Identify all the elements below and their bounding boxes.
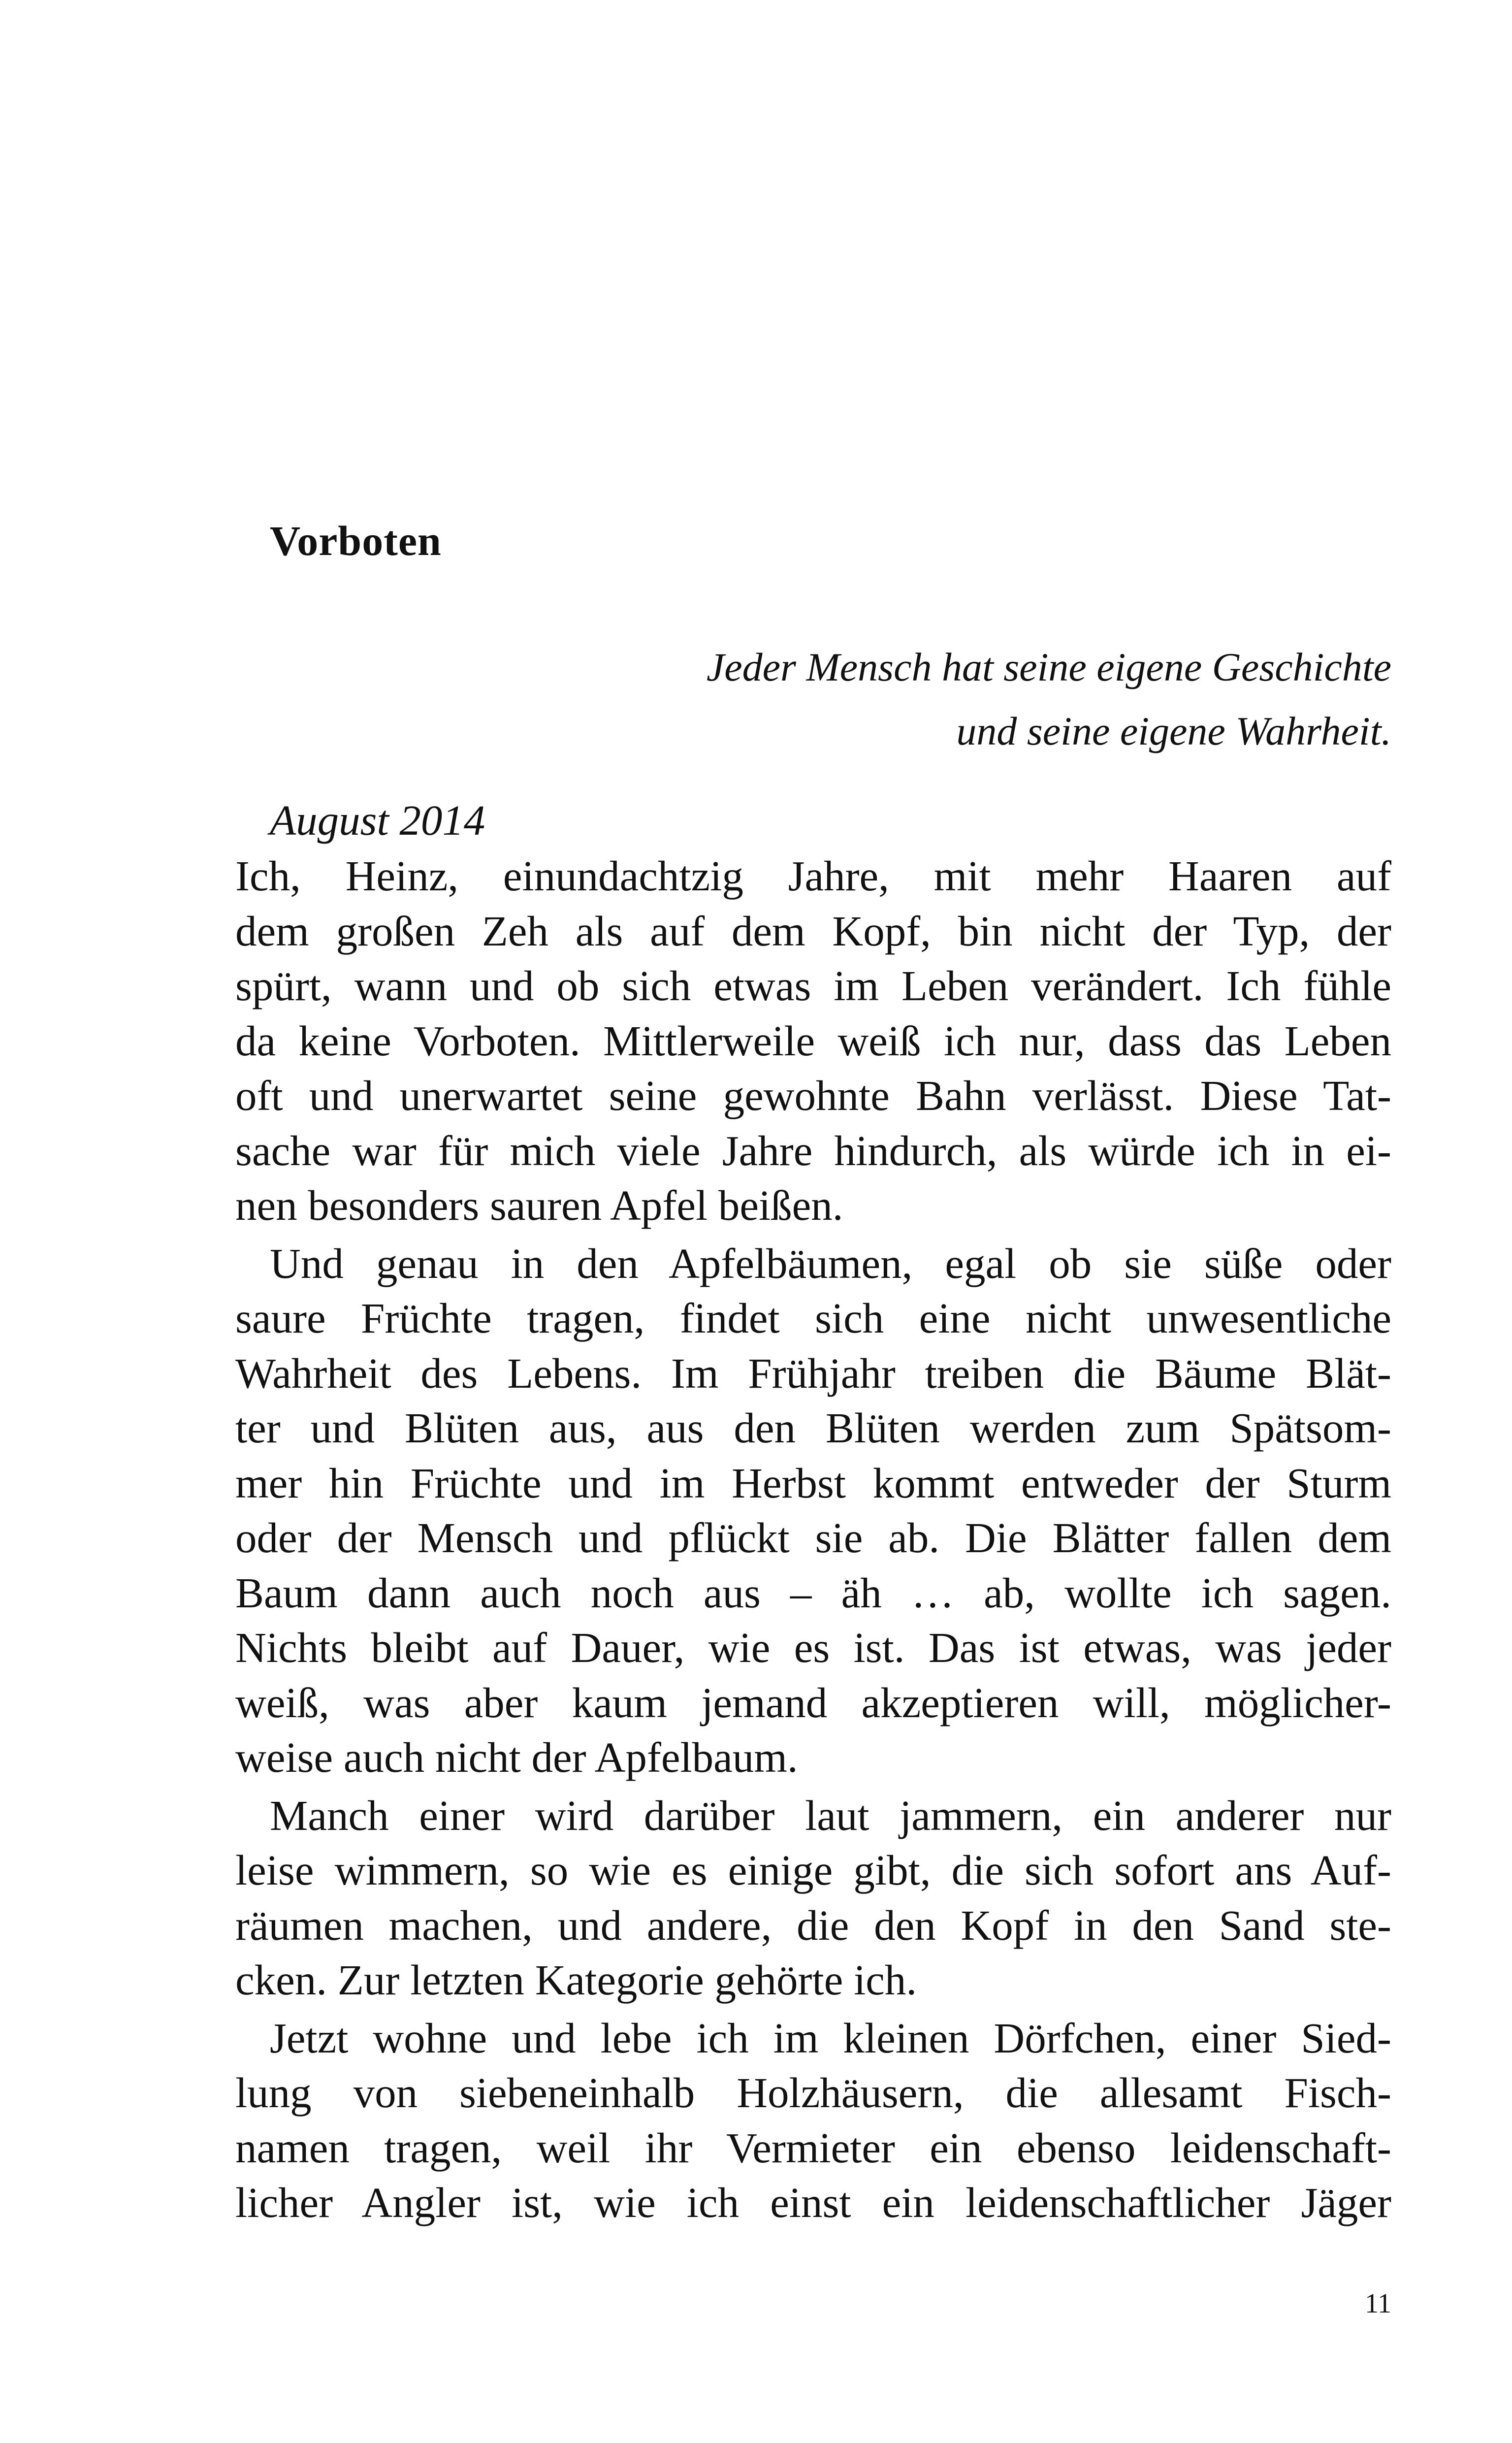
text-line: sache war für mich viele Jahre hindurch, als würde ich in ei- [235, 1126, 1391, 1174]
text-line: Nichts bleibt auf Dauer, wie es ist. Das ist etwas, was jeder [235, 1624, 1391, 1671]
epigraph-line: und seine eigene Wahrheit. [956, 709, 1391, 753]
text-line: Baum dann auch noch aus – äh … ab, wollte ich sagen. [235, 1568, 1391, 1617]
text-line: saure Früchte tragen, findet sich eine nicht unwesentliche [235, 1294, 1391, 1342]
text-line: oder der Mensch und pflückt sie ab. Die Blätter fallen dem [235, 1514, 1391, 1562]
text-line: Und genau in den Apfelbäumen, egal ob sie süße oder [270, 1239, 1391, 1287]
text-line: weiß, was aber kaum jemand akzeptieren will, möglicher- [235, 1678, 1391, 1726]
text-line: Manch einer wird darüber laut jammern, ein anderer nur [270, 1791, 1391, 1839]
text-line: leise wimmern, so wie es einige gibt, die sich sofort ans Auf- [235, 1846, 1391, 1894]
text-line: cken. Zur letzten Kategorie gehörte ich. [235, 1956, 917, 2004]
chapter-title: Vorboten [270, 517, 442, 564]
text-line: Ich, Heinz, einundachtzig Jahre, mit mehr Haaren auf [235, 852, 1391, 900]
paragraph [235, 848, 1391, 1233]
epigraph [492, 635, 1391, 763]
text-line: spürt, wann und ob sich etwas im Leben verändert. Ich fühle [235, 962, 1391, 1010]
text-line: räumen machen, und andere, die den Kopf in den Sand ste- [235, 1901, 1391, 1949]
text-line: ter und Blüten aus, aus den Blüten werden zum Spätsom- [235, 1404, 1391, 1452]
entry-date: August 2014 [270, 796, 485, 844]
text-line: namen tragen, weil ihr Vermieter ein ebenso leidenschaft- [235, 2123, 1391, 2172]
page-number: 11 [1365, 2288, 1391, 2319]
epigraph-line: Jeder Mensch hat seine eigene Geschichte [706, 645, 1391, 689]
text-line: Wahrheit des Lebens. Im Frühjahr treiben die Bäume Blät- [235, 1349, 1391, 1397]
text-line: da keine Vorboten. Mittlerweile weiß ich nur, dass das Leben [235, 1016, 1391, 1065]
text-line: lung von siebeneinhalb Holzhäusern, die allesamt Fisch- [235, 2069, 1391, 2117]
text-line: nen besonders sauren Apfel beißen. [235, 1181, 843, 1229]
paragraph [235, 1788, 1391, 2008]
text-line: licher Angler ist, wie ich einst ein leidenschaftlicher Jäger [235, 2179, 1391, 2226]
body-text [235, 792, 1391, 2233]
text-line: mer hin Früchte und im Herbst kommt entweder der Sturm [235, 1459, 1391, 1507]
text-line: dem großen Zeh als auf dem Kopf, bin nicht der Typ, der [235, 907, 1391, 955]
text-line: Jetzt wohne und lebe ich im kleinen Dörfchen, einer Sied- [270, 2014, 1391, 2062]
paragraph [235, 1236, 1391, 1785]
paragraph [235, 2011, 1391, 2230]
text-line: weise auch nicht der Apfelbaum. [235, 1733, 798, 1781]
text-line: oft und unerwartet seine gewohnte Bahn verlässt. Diese Tat- [235, 1072, 1391, 1119]
